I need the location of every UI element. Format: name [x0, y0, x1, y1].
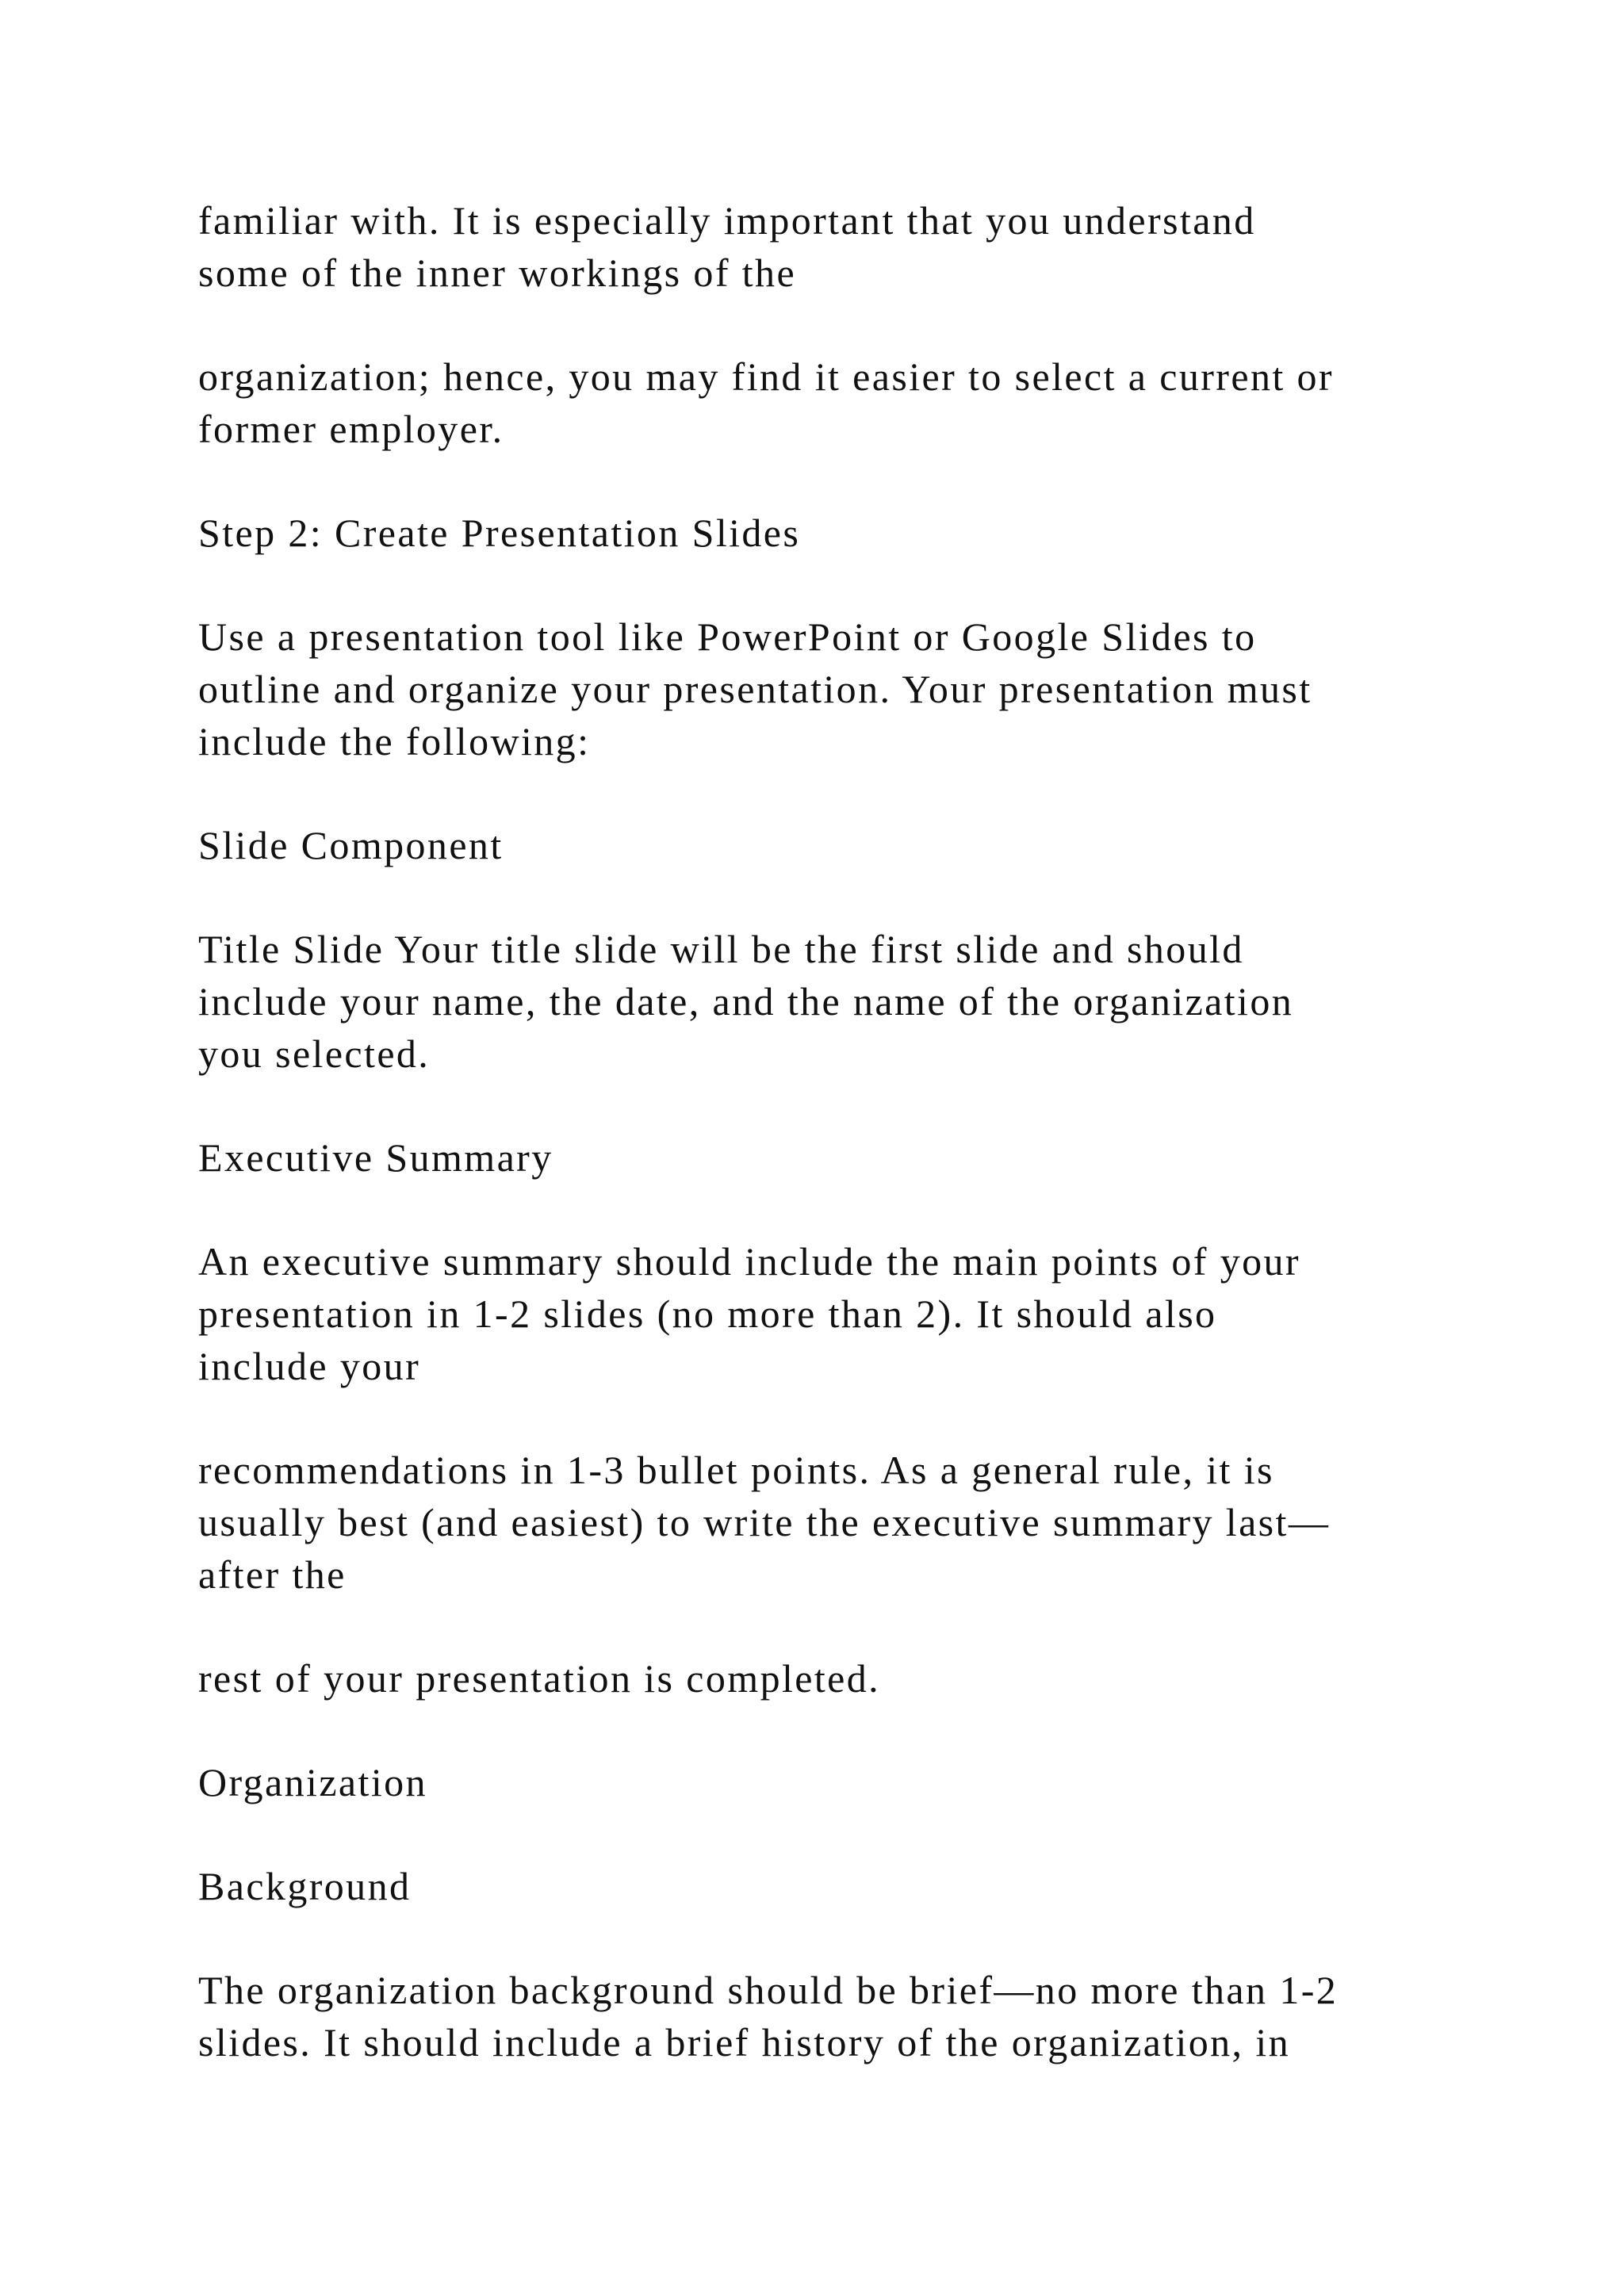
text-line: Title Slide Your title slide will be the first slide and should — [198, 927, 1244, 971]
text-line: Use a presentation tool like PowerPoint or Google Slides to — [198, 614, 1257, 659]
document-body — [198, 194, 1499, 2120]
text-line: Slide Component — [198, 823, 504, 867]
text-line: recommendations in 1-3 bullet points. As a general rule, it is — [198, 1448, 1274, 1492]
paragraph — [198, 1964, 1499, 2068]
text-line: Step 2: Create Presentation Slides — [198, 511, 801, 555]
text-line: The organization background should be brief—no more than 1-2 — [198, 1968, 1339, 2012]
paragraph — [198, 923, 1499, 1080]
text-line: presentation in 1-2 slides (no more than 2). It should also — [198, 1292, 1217, 1336]
text-line: slides. It should include a brief history of the organization, in — [198, 2020, 1291, 2064]
text-line: An executive summary should include the main points of your — [198, 1239, 1300, 1284]
text-line: Organization — [198, 1760, 427, 1804]
text-line: include your name, the date, and the name of the organization — [198, 979, 1294, 1024]
text-line: usually best (and easiest) to write the executive summary last— — [198, 1500, 1331, 1544]
text-line: outline and organize your presentation. Your presentation must — [198, 667, 1312, 711]
text-line: after the — [198, 1552, 347, 1597]
paragraph — [198, 350, 1499, 455]
section-heading — [198, 1860, 1499, 1912]
text-line: you selected. — [198, 1031, 431, 1076]
paragraph — [198, 610, 1499, 767]
text-line: some of the inner workings of the — [198, 251, 797, 295]
section-heading — [198, 819, 1499, 871]
text-line: rest of your presentation is completed. — [198, 1656, 881, 1701]
text-line: organization; hence, you may find it easier to select a current or — [198, 354, 1334, 399]
section-heading — [198, 1756, 1499, 1808]
text-line: former employer. — [198, 407, 504, 451]
section-heading — [198, 507, 1499, 559]
text-line: familiar with. It is especially important that you understand — [198, 198, 1256, 243]
paragraph — [198, 194, 1499, 299]
paragraph — [198, 1235, 1499, 1392]
text-line: Executive Summary — [198, 1135, 553, 1180]
text-line: Background — [198, 1864, 412, 1908]
text-line: include the following: — [198, 719, 591, 763]
text-line: include your — [198, 1344, 421, 1388]
paragraph — [198, 1652, 1499, 1705]
paragraph — [198, 1444, 1499, 1601]
section-heading — [198, 1131, 1499, 1184]
